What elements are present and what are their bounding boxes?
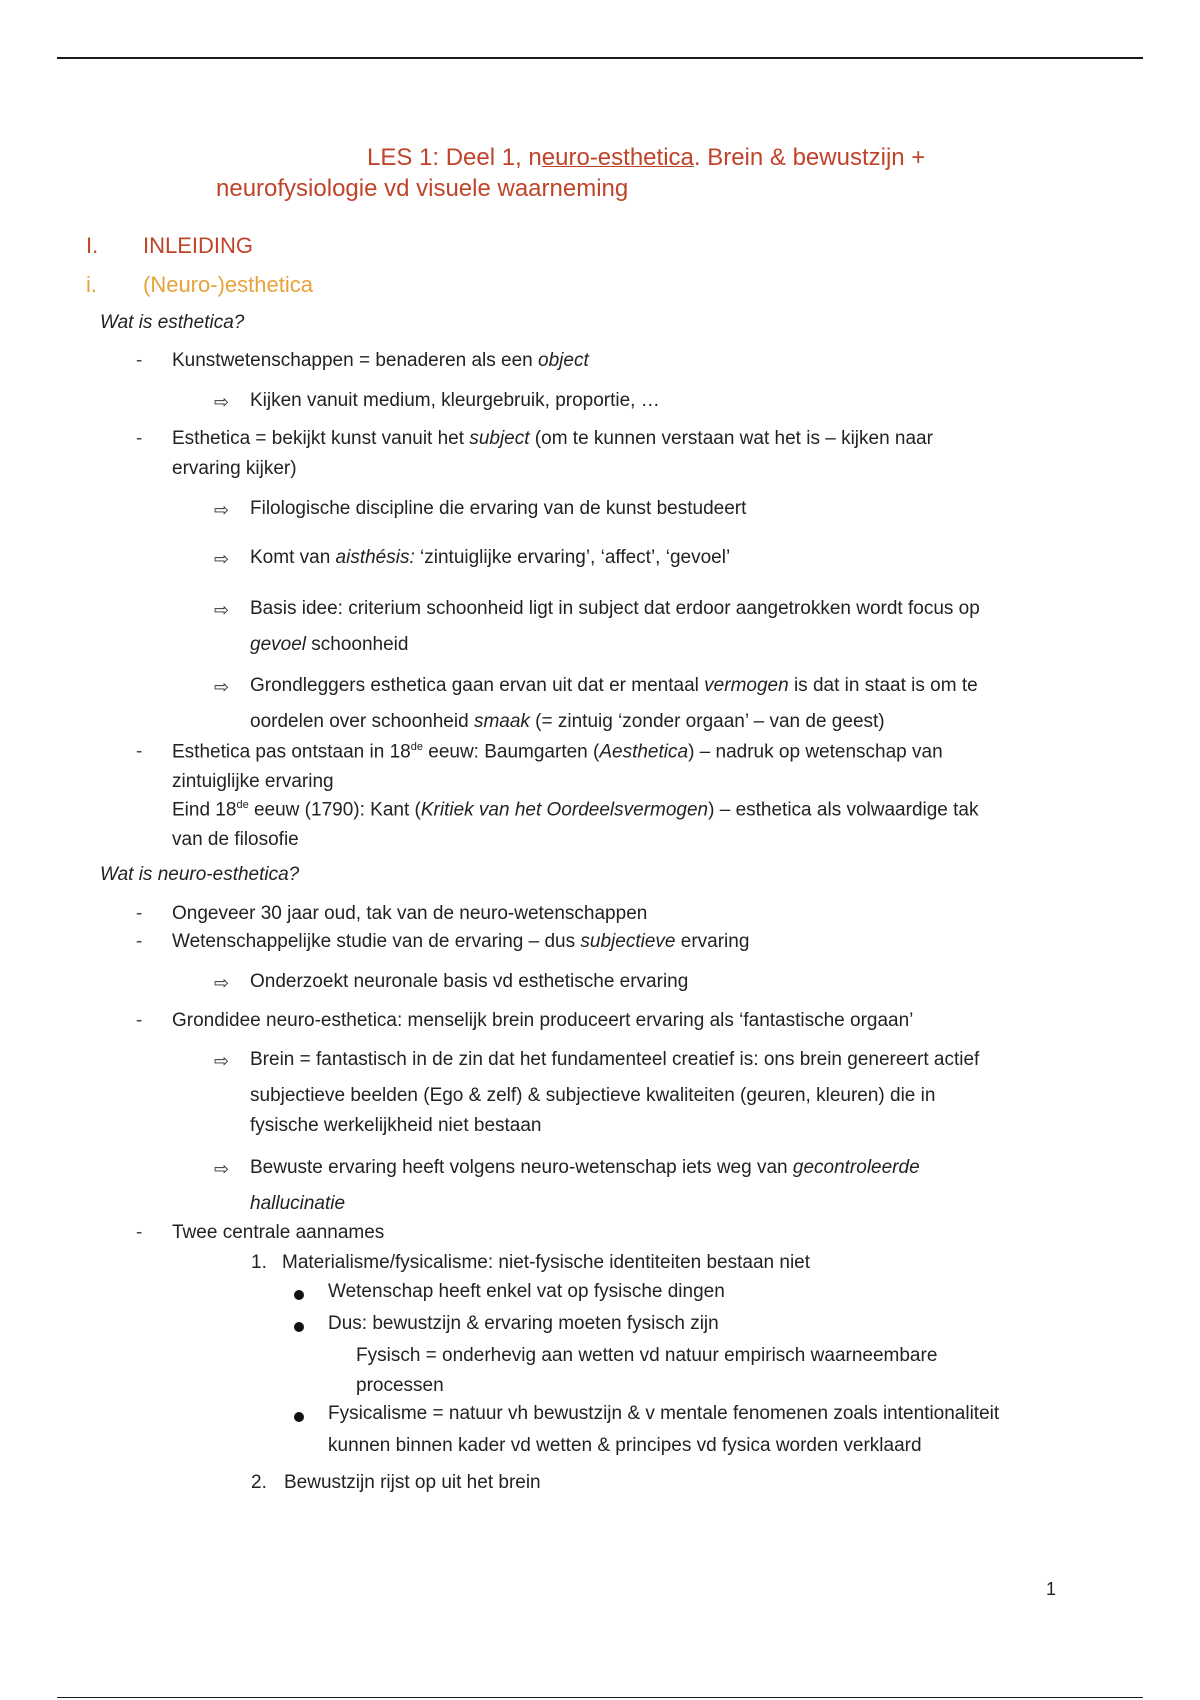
- arrow-icon: ⇨: [214, 600, 230, 620]
- sub-bullet-3-line-2: kunnen binnen kader vd wetten & principes vd fysica worden verklaard: [328, 1435, 922, 1456]
- arrow-icon: ⇨: [214, 677, 230, 697]
- bullet-7: Twee centrale aannames: [172, 1222, 385, 1243]
- numbered-item-1-number: 1.: [251, 1252, 267, 1273]
- bullet-5: Wetenschappelijke studie van de ervaring – dus subjectieve ervaring: [172, 931, 750, 952]
- title-part-3: . Brein & bewustzijn +: [693, 144, 926, 171]
- arrow-icon: ⇨: [214, 549, 230, 569]
- dash-marker: -: [136, 350, 143, 371]
- arrow-item-8-line-2: hallucinatie: [250, 1193, 346, 1214]
- bullet-2: Esthetica = bekijkt kunst vanuit het subject (om te kunnen verstaan wat het is – kijken naar: [172, 428, 933, 449]
- bullet-1: Kunstwetenschappen = benaderen als een object: [172, 350, 589, 371]
- arrow-item-2: Filologische discipline die ervaring van de kunst bestudeert: [250, 498, 747, 519]
- arrow-item-7: Brein = fantastisch in de zin dat het fundamenteel creatief is: ons brein genereert actief: [250, 1049, 980, 1070]
- question-1: Wat is esthetica?: [100, 312, 245, 333]
- heading-2-number: i.: [86, 272, 97, 297]
- arrow-item-8: Bewuste ervaring heeft volgens neuro-wetenschap iets weg van gecontroleerde: [250, 1157, 920, 1178]
- page-number: 1: [1046, 1579, 1057, 1599]
- page-title: [367, 143, 925, 173]
- dash-marker: -: [136, 1222, 143, 1243]
- heading-1-number: I.: [86, 233, 99, 258]
- question-2: Wat is neuro-esthetica?: [100, 864, 300, 885]
- arrow-icon: ⇨: [214, 973, 230, 993]
- dash-marker: -: [136, 1010, 143, 1031]
- numbered-item-2-number: 2.: [251, 1472, 267, 1493]
- bullet-2-line-2: ervaring kijker): [172, 458, 297, 479]
- arrow-item-7-line-3: fysische werkelijkheid niet bestaan: [250, 1115, 542, 1136]
- arrow-item-5-line-2: oordelen over schoonheid smaak (= zintuig ‘zonder orgaan’ – van de geest): [250, 711, 885, 732]
- arrow-item-3: Komt van aisthésis: ‘zintuiglijke ervaring’, ‘affect’, ‘gevoel’: [250, 547, 731, 568]
- bullet-3-line-2: zintuiglijke ervaring: [172, 771, 334, 792]
- bullet-3-line-3: Eind 18de eeuw (1790): Kant (Kritiek van het Oordeelsvermogen) – esthetica als volwaardige tak: [172, 799, 979, 821]
- sub-bullet-2-detail: Fysisch = onderhevig aan wetten vd natuur empirisch waarneembare: [356, 1345, 938, 1366]
- arrow-icon: ⇨: [214, 1159, 230, 1179]
- bullet-3-line-4: van de filosofie: [172, 829, 299, 850]
- title-part-2: euro-esthetica: [541, 144, 694, 171]
- arrow-item-4: Basis idee: criterium schoonheid ligt in subject dat erdoor aangetrokken wordt focus op: [250, 598, 980, 619]
- bullet-3: Esthetica pas ontstaan in 18de eeuw: Baumgarten (Aesthetica) – nadruk op wetenschap van: [172, 741, 943, 763]
- bullet-dot: [294, 1290, 304, 1300]
- dash-marker: -: [136, 903, 143, 924]
- dash-marker: -: [136, 931, 143, 952]
- arrow-icon: ⇨: [214, 1051, 230, 1071]
- sub-bullet-2: Dus: bewustzijn & ervaring moeten fysisch zijn: [328, 1313, 719, 1334]
- arrow-item-1: Kijken vanuit medium, kleurgebruik, proportie, …: [250, 390, 660, 411]
- arrow-item-6: Onderzoekt neuronale basis vd esthetische ervaring: [250, 971, 689, 992]
- title-part-1: LES 1: Deel 1, n: [367, 144, 542, 171]
- heading-1-label: INLEIDING: [143, 233, 254, 258]
- sub-bullet-3: Fysicalisme = natuur vh bewustzijn & v mentale fenomenen zoals intentionaliteit: [328, 1403, 1000, 1424]
- arrow-icon: ⇨: [214, 500, 230, 520]
- bullet-6: Grondidee neuro-esthetica: menselijk brein produceert ervaring als ‘fantastische orgaan’: [172, 1010, 914, 1031]
- top-rule: [57, 57, 1143, 59]
- numbered-item-1: Materialisme/fysicalisme: niet-fysische identiteiten bestaan niet: [282, 1252, 811, 1273]
- bullet-dot: [294, 1412, 304, 1422]
- bullet-dot: [294, 1322, 304, 1332]
- sub-bullet-1: Wetenschap heeft enkel vat op fysische dingen: [328, 1281, 725, 1302]
- arrow-item-5: Grondleggers esthetica gaan ervan uit dat er mentaal vermogen is dat in staat is om te: [250, 675, 978, 696]
- heading-2-label: (Neuro-)esthetica: [143, 272, 313, 297]
- page-title-line-2: neurofysiologie vd visuele waarneming: [216, 175, 629, 202]
- bullet-4: Ongeveer 30 jaar oud, tak van de neuro-wetenschappen: [172, 903, 648, 924]
- bottom-rule: [57, 1697, 1143, 1698]
- arrow-item-4-line-2: gevoel schoonheid: [250, 634, 409, 655]
- dash-marker: -: [136, 741, 143, 762]
- arrow-icon: ⇨: [214, 392, 230, 412]
- arrow-item-7-line-2: subjectieve beelden (Ego & zelf) & subjectieve kwaliteiten (geuren, kleuren) die in: [250, 1085, 936, 1106]
- sub-bullet-2-detail-line-2: processen: [356, 1375, 444, 1396]
- dash-marker: -: [136, 428, 143, 449]
- numbered-item-2: Bewustzijn rijst op uit het brein: [284, 1472, 541, 1493]
